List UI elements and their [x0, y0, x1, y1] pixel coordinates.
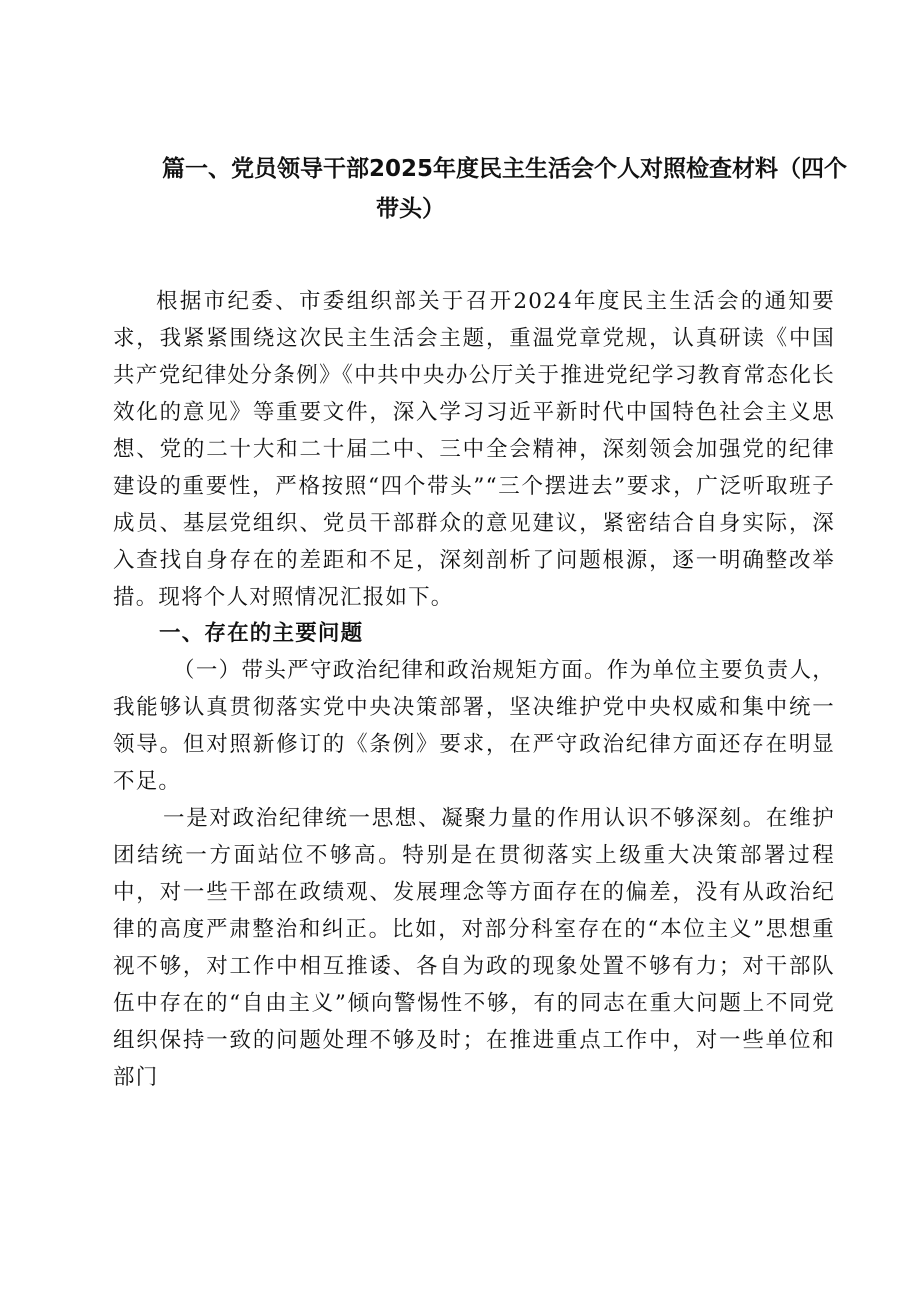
- sub-paragraph-political-discipline: （一）带头严守政治纪律和政治规矩方面。作为单位主要负责人，我能够认真贯彻落实党中央决策部署，坚决维护党中央权威和集中统一领导。但对照新修订的《条例》要求，在严守政治纪律方面还存在明显不足。: [113, 658, 835, 794]
- title-line-2: 带头）: [376, 196, 445, 222]
- sub-paragraph-point-one: 一是对政治纪律统一思想、凝聚力量的作用认识不够深刻。在维护团结统一方面站位不够高。特别是在贯彻落实上级重大决策部署过程中，对一些干部在政绩观、发展理念等方面存在的偏差，没有从政治纪律的高度严肃整治和纠正。比如，对部分科室存在的“本位主义”思想重视不够，对工作中相互推诿、各自为政的现象处置不够有力；对干部队伍中存在的“自由主义”倾向警惕性不够，有的同志在重大问题上不同党组织保持一致的问题处理不够及时；在推进重点工作中，对一些单位和部门: [113, 806, 835, 1090]
- document-title: [162, 152, 852, 226]
- section-heading: 一、存在的主要问题: [159, 621, 364, 646]
- title-line-1: 篇一、党员领导干部2025年度民主生活会个人对照检查材料（四个: [162, 156, 848, 182]
- intro-paragraph: 根据市纪委、市委组织部关于召开2024年度民主生活会的通知要求，我紧紧围绕这次民主生活会主题，重温党章党规，认真研读《中国共产党纪律处分条例》《中共中央办公厅关于推进党纪学习教育常态化长效化的意见》等重要文件，深入学习习近平新时代中国特色社会主义思想、党的二十大和二十届二中、三中全会精神，深刻领会加强党的纪律建设的重要性，严格按照“四个带头”“三个摆进去”要求，广泛听取班子成员、基层党组织、党员干部群众的意见建议，紧密结合自身实际，深入查找自身存在的差距和不足，深刻剖析了问题根源，逐一明确整改举措。现将个人对照情况汇报如下。: [113, 289, 835, 610]
- document-body: [113, 283, 835, 1096]
